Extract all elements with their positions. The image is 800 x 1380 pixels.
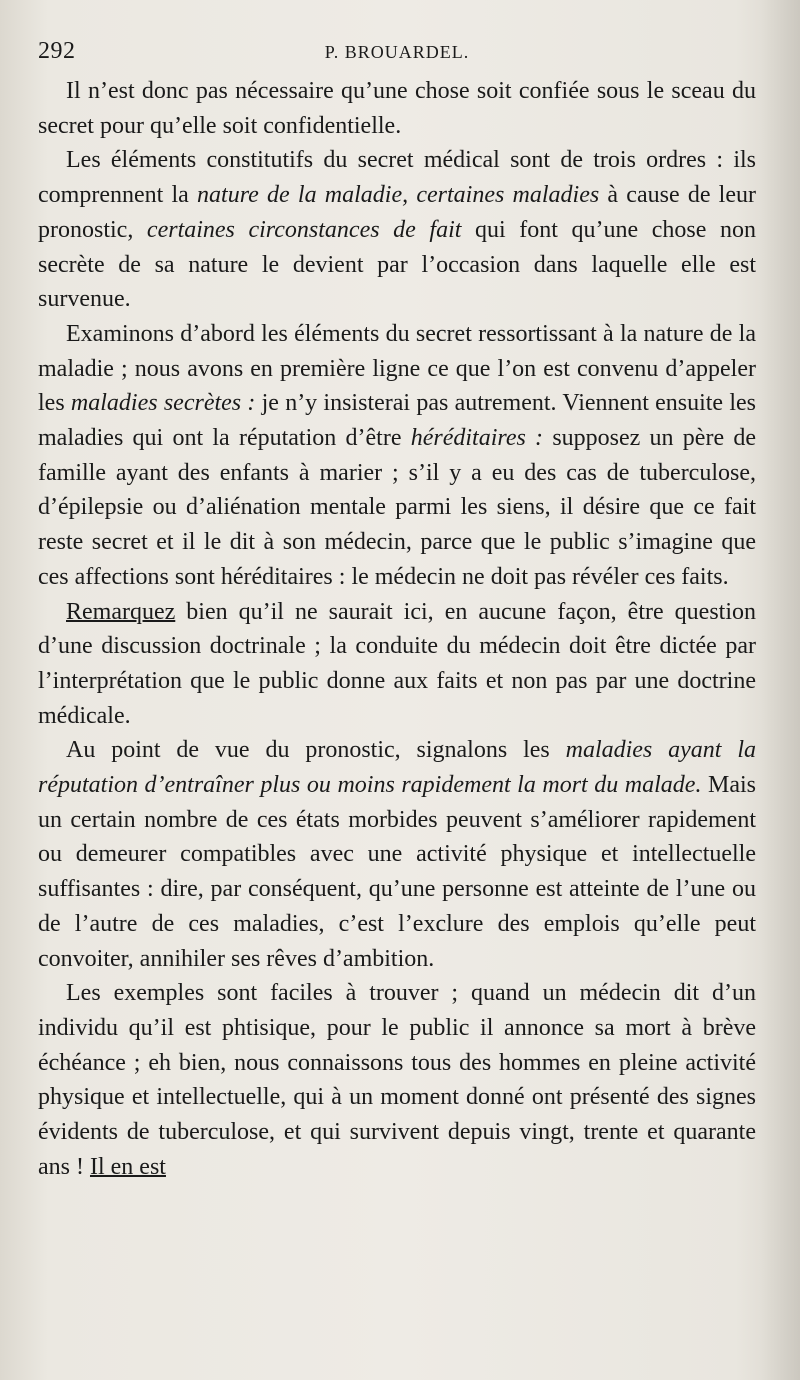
text-run: Examinons d’abord les éléments du secret ressortissant à la nature de la maladie ; nous avons en première ligne ce que l’on est convenu d’appeler les: [38, 320, 756, 417]
text-run: Mais un certain nombre de ces états morbides peuvent s’améliorer rapidement ou demeurer compatibles avec une activité physique et intellectuelle suffisantes : dire, par conséquent, qu’une personne est atteinte de l’une ou de l’autre de ces maladies, c’est l’exclure des emplois qu’elle peut convoiter, annihiler ses rêves d’ambition.: [38, 772, 756, 972]
italic-phrase: maladies secrètes :: [70, 390, 256, 417]
text-run: Les exemples sont faciles à trouver ; quand un médecin dit d’un individu qu’il est phtisique, pour le public il annonce sa mort à brève échéance ; eh bien, nous connaissons tous des hommes en pleine activité physique et intellectuelle, qui à un moment donné ont présenté des signes évidents de tuberculose, et qui survivent depuis vingt, trente et quarante ans !: [38, 980, 756, 1180]
italic-phrase: certaines circonstances de fait: [146, 216, 462, 243]
text-run: bien qu’il ne saurait ici, en aucune façon, être question d’une discussion doctrinale ; la conduite du médecin doit être dictée par l’interprétation que le public donne aux faits et non pas par une doctrine médicale.: [38, 598, 756, 729]
underlined-annotation: Il en est: [89, 1153, 166, 1180]
text-run: à cause de leur pronostic,: [38, 182, 756, 243]
running-head-author: P. BROUARDEL.: [324, 42, 470, 62]
text-run: je n’y insisterai pas autrement. Viennent ensuite les maladies qui ont la réputation d’être: [38, 390, 756, 452]
italic-phrase: nature de la maladie, certaines maladies: [197, 182, 600, 209]
text-run: supposez un père de famille ayant des enfants à marier ; s’il y a eu des cas de tuberculose, d’épilepsie ou d’aliénation mentale parmi les siens, il désire que ce fait reste secret et il le dit à son médecin, parce que le public s’imagine que ces affections sont héréditaires : le médecin ne doit pas révéler ces faits.: [38, 425, 756, 590]
body-text: [38, 74, 756, 1185]
italic-phrase: héréditaires :: [410, 425, 544, 452]
paragraph-p5: [38, 733, 756, 976]
running-head: [38, 34, 756, 70]
text-run: Au point de vue du pronostic, signalons les: [66, 737, 566, 764]
page-number: 292: [38, 38, 76, 64]
paragraph-p3: [38, 317, 756, 595]
page-edge-shadow: [760, 0, 800, 1380]
paragraph-p2: [38, 143, 756, 317]
paragraph-p1: [38, 74, 756, 143]
italic-phrase: maladies ayant la réputation d’entraîner plus ou moins rapidement la mort du malade.: [38, 737, 757, 799]
paragraph-p4: [38, 595, 756, 734]
paragraph-p6: [38, 976, 756, 1184]
text-run: Il n’est donc pas nécessaire qu’une chose soit confiée sous le sceau du secret pour qu’elle soit confidentielle.: [38, 78, 756, 139]
text-run: qui font qu’une chose non secrète de sa nature le devient par l’occasion dans laquelle elle est survenue.: [38, 216, 756, 313]
underlined-annotation: Remarquez: [66, 598, 176, 625]
text-run: Les éléments constitutifs du secret médical sont de trois ordres : ils comprennent la: [38, 147, 756, 209]
